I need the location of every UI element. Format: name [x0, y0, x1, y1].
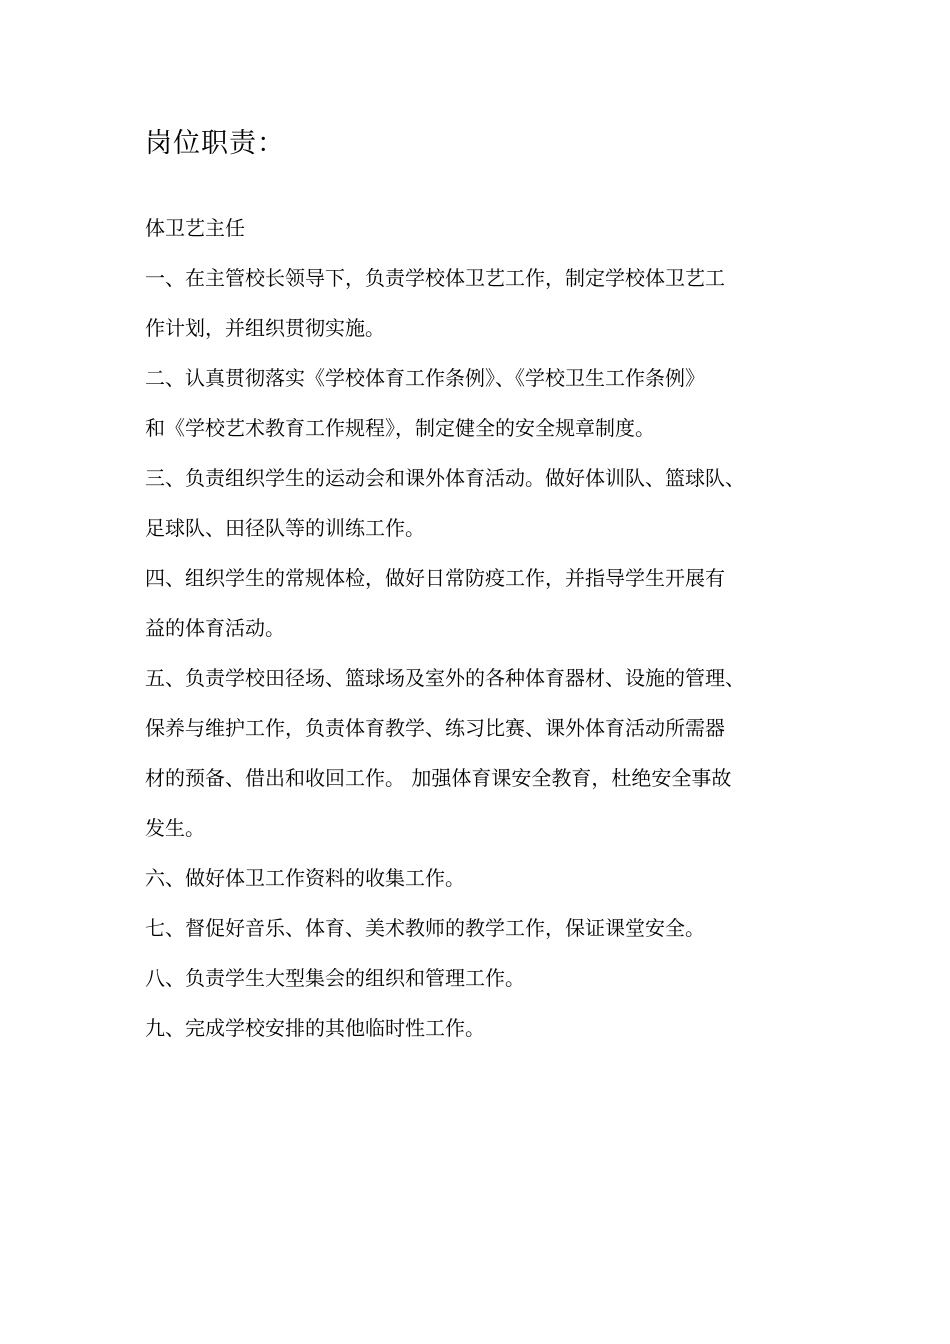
text-line: 三、负责组织学生的运动会和课外体育活动。做好体训队、篮球队、 — [145, 466, 745, 490]
role-heading: 体卫艺主任 — [145, 216, 245, 240]
text-line: 五、负责学校田径场、篮球场及室外的各种体育器材、设施的管理、 — [145, 666, 745, 690]
text-line: 保养与维护工作，负责体育教学、练习比赛、课外体育活动所需器 — [145, 716, 725, 740]
text-line: 益的体育活动。 — [145, 616, 285, 640]
text-line: 作计划，并组织贯彻实施。 — [145, 316, 385, 340]
text-line: 足球队、田径队等的训练工作。 — [145, 516, 425, 540]
text-line: 八、负责学生大型集会的组织和管理工作。 — [145, 966, 525, 990]
text-line: 发生。 — [145, 816, 205, 840]
text-line: 九、完成学校安排的其他临时性工作。 — [145, 1016, 485, 1040]
text-line: 六、做好体卫工作资料的收集工作。 — [145, 866, 465, 890]
text-line: 二、认真贯彻落实《学校体育工作条例》、《学校卫生工作条例》 — [145, 366, 705, 390]
text-line: 材的预备、借出和收回工作。 加强体育课安全教育，杜绝安全事故 — [145, 766, 732, 790]
text-line: 和《学校艺术教育工作规程》，制定健全的安全规章制度。 — [145, 416, 655, 440]
text-line: 四、组织学生的常规体检，做好日常防疫工作，并指导学生开展有 — [145, 566, 725, 590]
page-title: 岗位职责： — [145, 128, 285, 159]
document-body — [145, 203, 825, 1053]
text-line: 七、督促好音乐、体育、美术教师的教学工作，保证课堂安全。 — [145, 916, 705, 940]
text-line: 一、在主管校长领导下，负责学校体卫艺工作，制定学校体卫艺工 — [145, 266, 725, 290]
